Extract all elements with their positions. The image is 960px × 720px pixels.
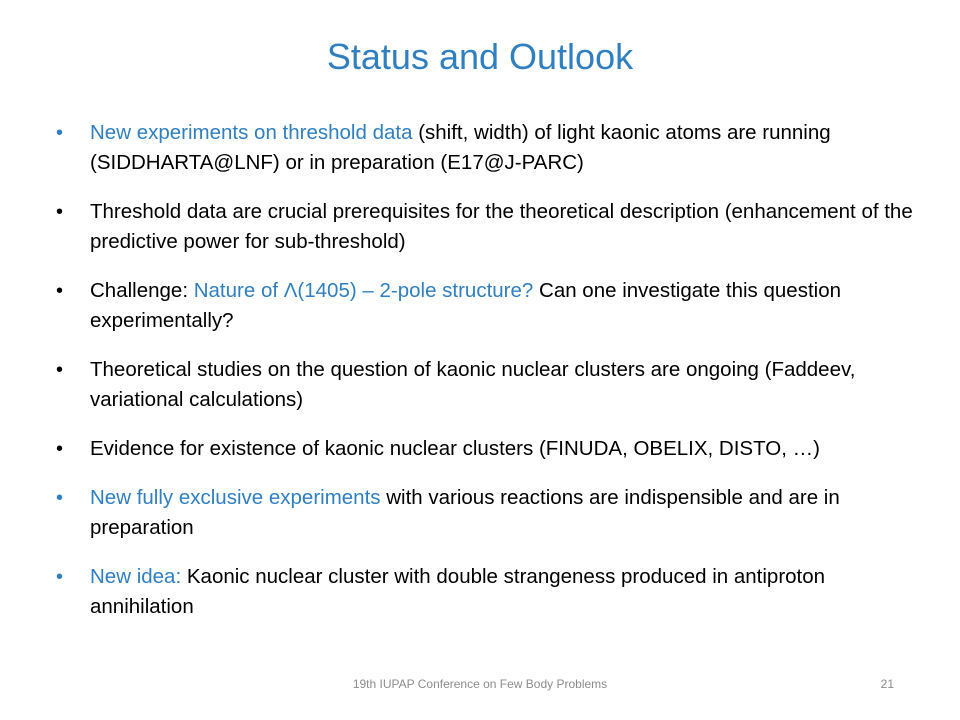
bullet-item bbox=[56, 118, 926, 178]
bullet-list bbox=[56, 118, 926, 641]
bullet-item bbox=[56, 434, 926, 464]
bullet-text: Challenge: bbox=[90, 279, 194, 302]
highlight-text: New fully exclusive experiments bbox=[90, 486, 381, 509]
bullet-item bbox=[56, 197, 926, 257]
bullet-text: Evidence for existence of kaonic nuclear clusters (FINUDA, OBELIX, DISTO, …) bbox=[90, 437, 820, 460]
slide-title: Status and Outlook bbox=[326, 36, 634, 77]
highlight-text: Nature of Λ(1405) – 2-pole structure? bbox=[193, 279, 534, 302]
bullet-dot-icon: • bbox=[56, 359, 64, 381]
bullet-text: Theoretical studies on the question of kaonic nuclear clusters are ongoing (Faddeev, variational calculations) bbox=[90, 358, 856, 411]
bullet-text: (shift, width) of light kaonic atoms are running (SIDDHARTA@LNF) or in preparation (E17@J-PARC) bbox=[90, 121, 831, 174]
bullet-item bbox=[56, 276, 926, 336]
bullet-dot-icon: • bbox=[56, 487, 64, 509]
bullet-dot-icon: • bbox=[56, 122, 64, 144]
bullet-dot-icon: • bbox=[56, 280, 64, 302]
bullet-dot-icon: • bbox=[56, 566, 64, 588]
bullet-item bbox=[56, 483, 926, 543]
bullet-dot-icon: • bbox=[56, 438, 64, 460]
bullet-item bbox=[56, 562, 926, 622]
bullet-text: Can one investigate this question experimentally? bbox=[90, 279, 842, 332]
highlight-text: New idea: bbox=[90, 565, 182, 588]
bullet-item bbox=[56, 355, 926, 415]
bullet-dot-icon: • bbox=[56, 201, 64, 223]
bullet-text: with various reactions are indispensible and are in preparation bbox=[90, 486, 840, 539]
bullet-text: Kaonic nuclear cluster with double strangeness produced in antiproton annihilation bbox=[90, 565, 826, 618]
footer-conference: 19th IUPAP Conference on Few Body Problems bbox=[352, 677, 608, 691]
page-number: 21 bbox=[880, 677, 894, 691]
highlight-text: New experiments on threshold data bbox=[90, 121, 413, 144]
bullet-text: Threshold data are crucial prerequisites for the theoretical description (enhancement of the predictive power for sub-threshold) bbox=[90, 200, 913, 253]
